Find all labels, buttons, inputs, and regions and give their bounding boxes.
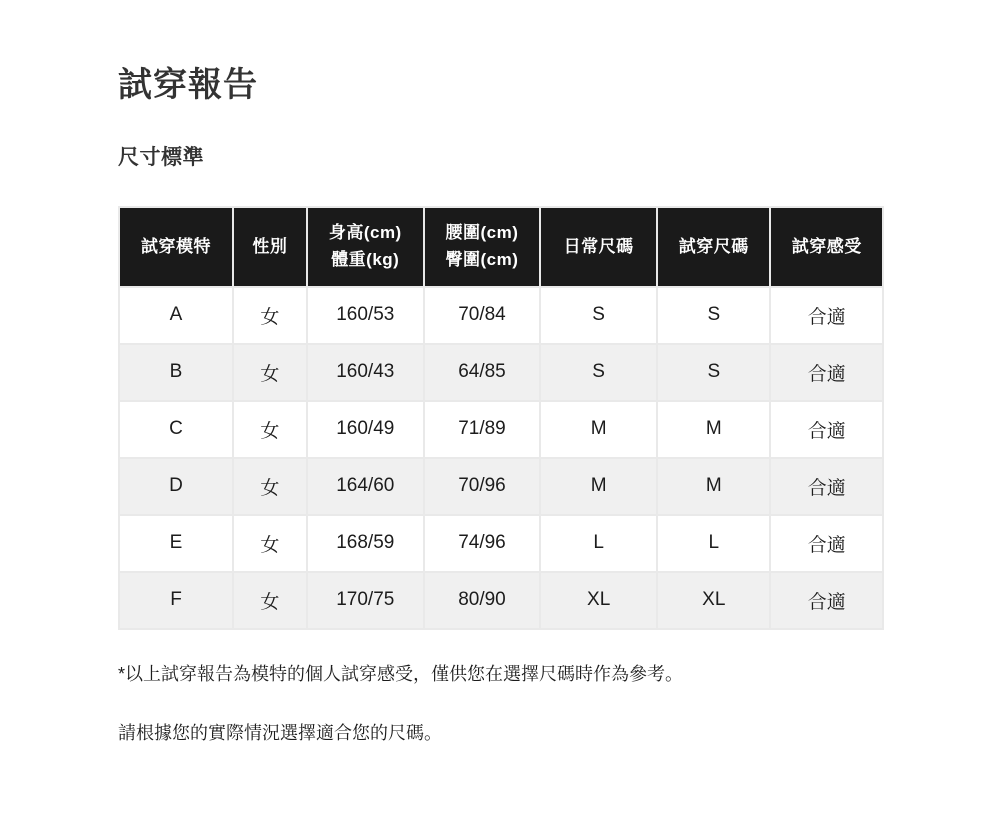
table-cell: 女 xyxy=(233,458,307,515)
table-row xyxy=(119,401,883,458)
table-cell: XL xyxy=(540,572,657,629)
size-fitting-table xyxy=(118,206,884,630)
table-header xyxy=(119,207,883,287)
column-header-line: 日常尺碼 xyxy=(563,236,634,256)
table-cell: XL xyxy=(657,572,770,629)
table-cell: S xyxy=(540,344,657,401)
column-header-line: 試穿尺碼 xyxy=(678,236,749,256)
section-title-size-standard: 尺寸標準 xyxy=(118,145,204,169)
column-header-line: 試穿模特 xyxy=(141,236,211,256)
table-cell: 160/43 xyxy=(307,344,424,401)
page-title: 試穿報告 xyxy=(118,66,258,104)
table-cell: 74/96 xyxy=(424,515,540,572)
table-cell: E xyxy=(119,515,233,572)
table-cell: 合適 xyxy=(770,458,883,515)
table-cell: 合適 xyxy=(770,401,883,458)
table-cell: M xyxy=(540,458,657,515)
table-cell: 164/60 xyxy=(307,458,424,515)
table-cell: 70/84 xyxy=(424,287,540,344)
table-header-row xyxy=(119,207,883,287)
table-row xyxy=(119,515,883,572)
table-cell: 合適 xyxy=(770,572,883,629)
table-cell: 女 xyxy=(233,287,307,344)
table-cell: 170/75 xyxy=(307,572,424,629)
table-cell: 64/85 xyxy=(424,344,540,401)
table-cell: 合適 xyxy=(770,344,883,401)
table-cell: 71/89 xyxy=(424,401,540,458)
table-cell: S xyxy=(657,344,770,401)
table-cell: 168/59 xyxy=(307,515,424,572)
table-cell: C xyxy=(119,401,233,458)
table-cell: 160/53 xyxy=(307,287,424,344)
table-cell: D xyxy=(119,458,233,515)
column-header xyxy=(540,207,657,287)
column-header xyxy=(657,207,770,287)
table-cell: 160/49 xyxy=(307,401,424,458)
table-row xyxy=(119,572,883,629)
table-cell: 女 xyxy=(233,572,307,629)
column-header-line: 體重(kg) xyxy=(331,249,400,269)
table-cell: B xyxy=(119,344,233,401)
column-header-line: 腰圍(cm) xyxy=(445,223,519,243)
column-header xyxy=(119,207,233,287)
table-cell: M xyxy=(540,401,657,458)
table-cell: M xyxy=(657,458,770,515)
table-row xyxy=(119,287,883,344)
table-cell: L xyxy=(657,515,770,572)
table-cell: 女 xyxy=(233,515,307,572)
disclaimer-note: *以上試穿報告為模特的個人試穿感受，僅供您在選擇尺碼時作為參考。 xyxy=(118,663,684,684)
table-cell: M xyxy=(657,401,770,458)
column-header xyxy=(424,207,540,287)
table-cell: F xyxy=(119,572,233,629)
table-cell: A xyxy=(119,287,233,344)
table-cell: 合適 xyxy=(770,515,883,572)
table-row xyxy=(119,458,883,515)
table-body xyxy=(119,287,883,629)
column-header xyxy=(307,207,424,287)
table-cell: 女 xyxy=(233,401,307,458)
table-cell: 合適 xyxy=(770,287,883,344)
table-cell: 女 xyxy=(233,344,307,401)
table-cell: S xyxy=(657,287,770,344)
column-header-line: 身高(cm) xyxy=(328,223,402,243)
table-cell: 80/90 xyxy=(424,572,540,629)
table-cell: L xyxy=(540,515,657,572)
table-row xyxy=(119,344,883,401)
table-cell: S xyxy=(540,287,657,344)
table-cell: 70/96 xyxy=(424,458,540,515)
size-advice-note: 請根據您的實際情況選擇適合您的尺碼。 xyxy=(118,723,442,744)
column-header xyxy=(770,207,883,287)
column-header-line: 性別 xyxy=(252,236,288,256)
column-header-line: 臀圍(cm) xyxy=(445,249,519,269)
column-header-line: 試穿感受 xyxy=(791,236,862,256)
column-header xyxy=(233,207,307,287)
